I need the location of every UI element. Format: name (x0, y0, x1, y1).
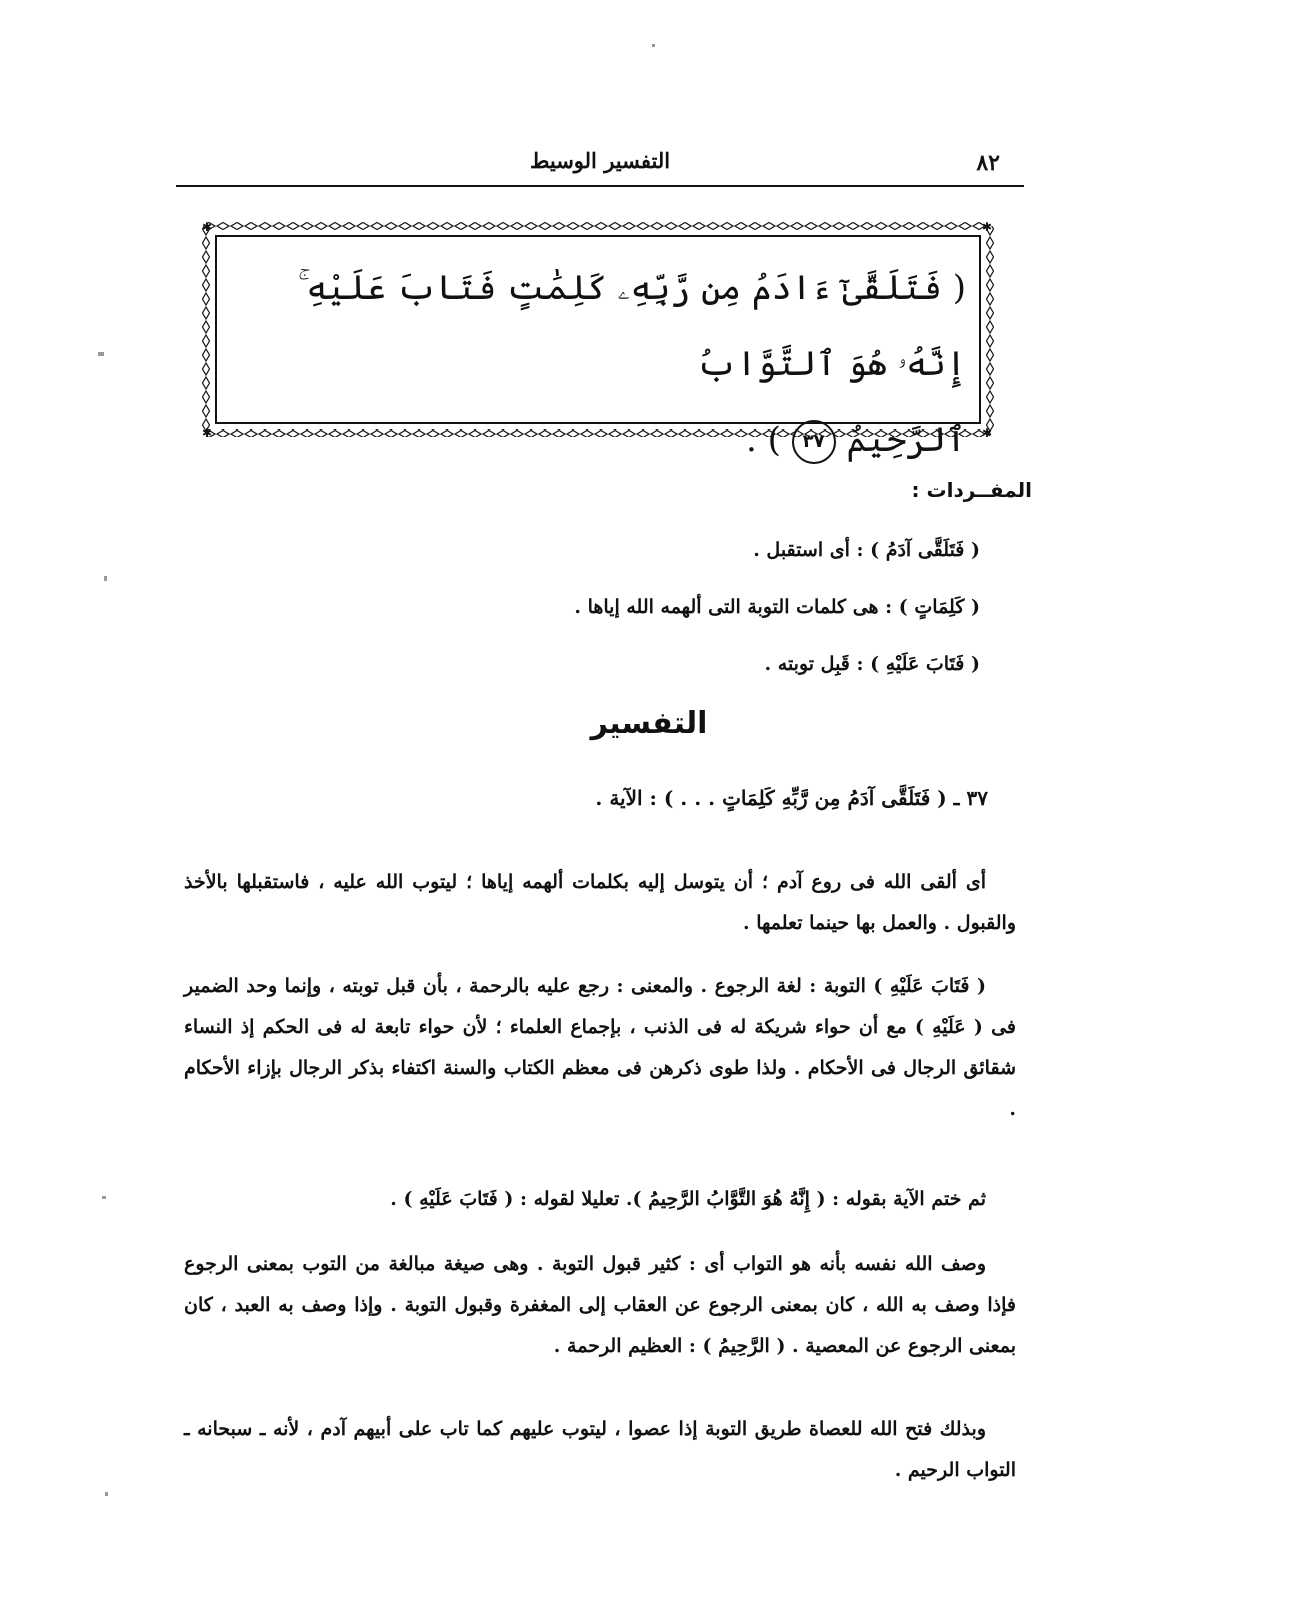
verse-frame (202, 222, 994, 460)
verse-line-2 (230, 402, 966, 478)
verse-reference: ٣٧ ـ ( فَتَلَقَّى آدَمُ مِن رَّبِّهِ كَلِمَاتٍ . . . ) : الآية . (595, 786, 988, 810)
tafsir-paragraph: وصف الله نفسه بأنه هو التواب أى : كثير قبول التوبة . وهى صيغة مبالغة من التوب بمعنى الرجوع فإذا وصف به الله ، كان بمعنى الرجوع عن العقاب إلى المغفرة وقبول التوبة . وإذا وصف به العبد ، كان بمعنى الرجوع عن المعصية . ( الرَّحِيمُ ) : العظيم الرحمة . (184, 1253, 1016, 1357)
vocabulary-item: ( فَتَلَقَّى آدَمُ ) : أى استقبل . (753, 539, 980, 561)
svg-text:✱: ✱ (202, 222, 213, 234)
vocabulary-item: ( فَتَابَ عَلَيْهِ ) : قَبِل توبته . (764, 653, 980, 675)
tafsir-paragraph: ثم ختم الآية بقوله : ( إِنَّهُ هُوَ التَّوَّابُ الرَّحِيمُ ). تعليلا لقوله : ( فَتَابَ عَلَيْهِ ) . (390, 1188, 986, 1210)
header-rule (176, 185, 1024, 187)
vocabulary-item: ( كَلِمَاتٍ ) : هى كلمات التوبة التى ألهمه الله إياها . (574, 596, 980, 618)
tafsir-heading: التفسير (590, 706, 708, 741)
verse-closing: ) . (745, 420, 781, 460)
scan-speck (98, 352, 104, 356)
quran-verse (230, 250, 966, 478)
vocabulary-label: المفــردات : (911, 478, 1032, 502)
svg-text:✱: ✱ (202, 426, 213, 437)
book-title: التفسير الوسيط (529, 148, 671, 173)
tafsir-paragraph: ( فَتَابَ عَلَيْهِ ) التوبة : لغة الرجوع . والمعنى : رجع عليه بالرحمة ، بأن قبل توبته ، وإنما وحد الضمير فى ( عَلَيْهِ ) مع أن حواء شريكة له فى الذنب ، بإجماع العلماء ؛ لأن حواء تابعة له فى الحكم إذ النساء شقائق الرجال فى الأحكام . ولذا طوى ذكرهن فى معظم الكتاب والسنة اكتفاء بذكر الرجال بإزاء الأحكام . (184, 975, 1016, 1120)
vocabulary-list (280, 530, 980, 701)
svg-text:✱: ✱ (982, 426, 993, 437)
scan-speck (652, 44, 655, 47)
tafsir-paragraph: وبذلك فتح الله للعصاة طريق التوبة إذا عصوا ، ليتوب عليهم كما تاب على أبيهم آدم ، لأنه ـ سبحانه ـ التواب الرحيم . (184, 1418, 1016, 1481)
scan-speck (105, 1492, 108, 1496)
running-header (176, 140, 1024, 184)
scan-speck (102, 1196, 106, 1199)
page-number: ٨٢ (976, 150, 1000, 176)
scan-speck (104, 576, 107, 581)
ayah-number-mark: ٣٧ (792, 420, 836, 464)
svg-text:✱: ✱ (982, 222, 993, 234)
verse-line-1: ( فَتَلَقَّىٰٓ ءَادَمُ مِن رَّبِّهِۦ كَلِمَٰتٍ فَتَابَ عَلَيْهِ ۚ إِنَّهُۥ هُوَ ٱلتَّوَّابُ (297, 268, 966, 384)
verse-line-2-text: ٱلرَّحِيمُ (846, 420, 966, 460)
tafsir-paragraph: أى ألقى الله فى روع آدم ؛ أن يتوسل إليه بكلمات ألهمه إياها ؛ ليتوب الله عليه ، فاستقبلها بالأخذ والقبول . والعمل بها حينما تعلمها . (184, 871, 1016, 934)
